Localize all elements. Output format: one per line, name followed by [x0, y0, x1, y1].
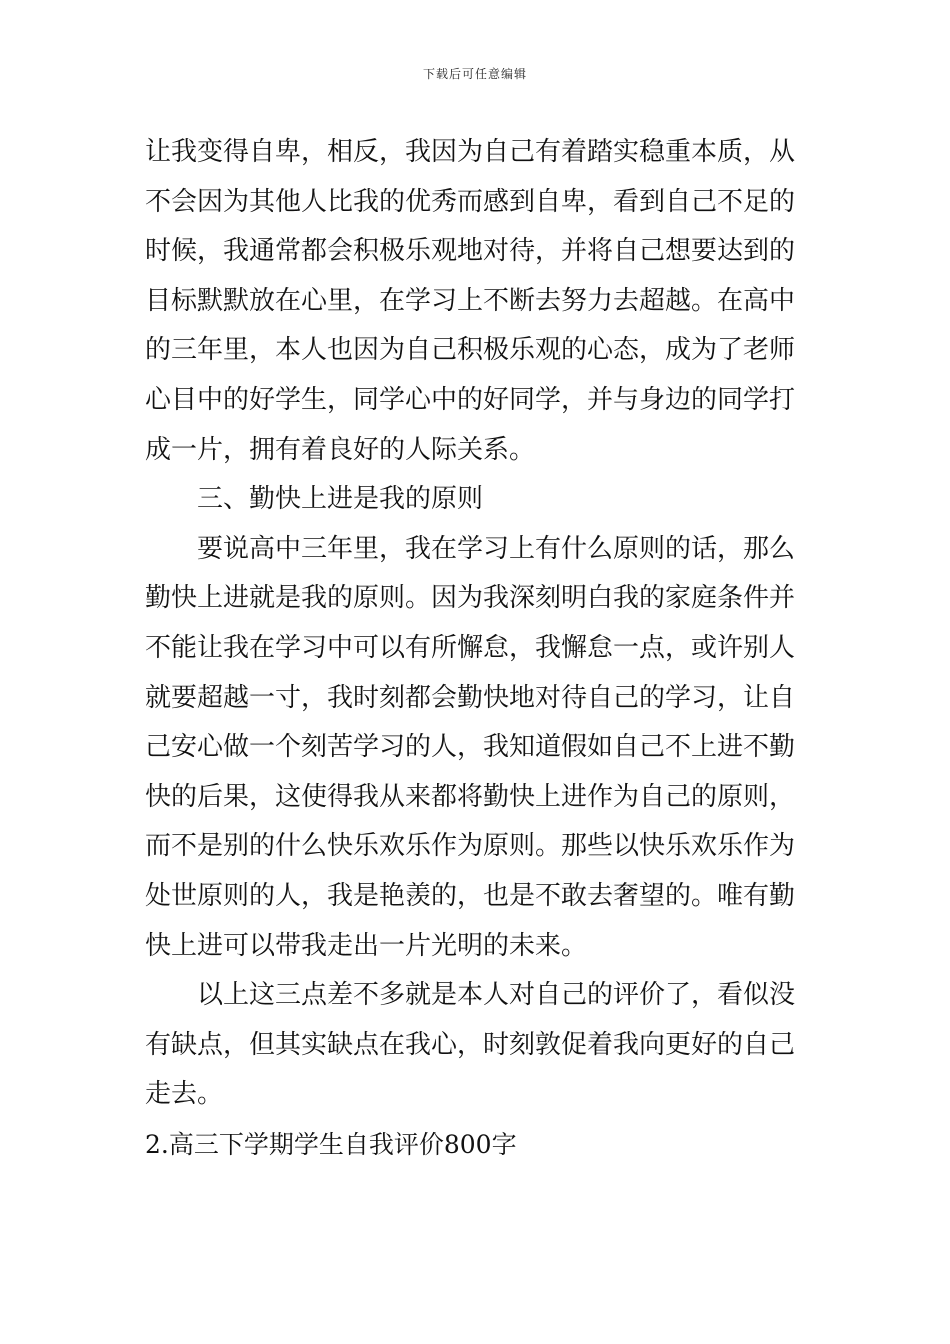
text-line: 己安心做一个刻苦学习的人，我知道假如自己不上进不勤 — [145, 732, 796, 763]
text-line: 时候，我通常都会积极乐观地对待，并将自己想要达到的 — [145, 236, 796, 267]
text-line: 让我变得自卑，相反，我因为自己有着踏实稳重本质，从 — [145, 137, 796, 167]
numbered-heading: 2.高三下学期学生自我评价800字 — [145, 1129, 517, 1159]
text-line: 以上这三点差不多就是本人对自己的评价了，看似没 — [197, 980, 796, 1011]
text-line: 目标默默放在心里，在学习上不断去努力去超越。在高中 — [145, 285, 796, 316]
header-note: 下载后可任意编辑 — [422, 67, 527, 81]
text-line: 不能让我在学习中可以有所懈怠，我懈怠一点，或许别人 — [145, 632, 796, 663]
text-line: 快的后果，这使得我从来都将勤快上进作为自己的原则， — [145, 781, 796, 812]
text-line: 心目中的好学生，同学心中的好同学，并与身边的同学打 — [145, 384, 796, 415]
text-line: 的三年里，本人也因为自己积极乐观的心态，成为了老师 — [145, 335, 796, 366]
text-line: 快上进可以带我走出一片光明的未来。 — [145, 930, 588, 961]
body-text — [145, 128, 807, 1169]
text-line: 勤快上进就是我的原则。因为我深刻明白我的家庭条件并 — [145, 583, 796, 614]
text-line: 处世原则的人，我是艳羡的，也是不敢去奢望的。唯有勤 — [145, 880, 796, 911]
text-line: 就要超越一寸，我时刻都会勤快地对待自己的学习，让自 — [145, 682, 796, 713]
text-line: 而不是别的什么快乐欢乐作为原则。那些以快乐欢乐作为 — [145, 831, 796, 862]
text-line: 不会因为其他人比我的优秀而感到自卑，看到自己不足的 — [145, 186, 796, 217]
section-heading: 三、勤快上进是我的原则 — [197, 484, 484, 515]
text-line: 走去。 — [145, 1079, 224, 1110]
text-line: 成一片，拥有着良好的人际关系。 — [145, 434, 536, 465]
text-line: 要说高中三年里，我在学习上有什么原则的话，那么 — [197, 533, 796, 564]
text-line: 有缺点，但其实缺点在我心，时刻敦促着我向更好的自己 — [145, 1029, 796, 1060]
